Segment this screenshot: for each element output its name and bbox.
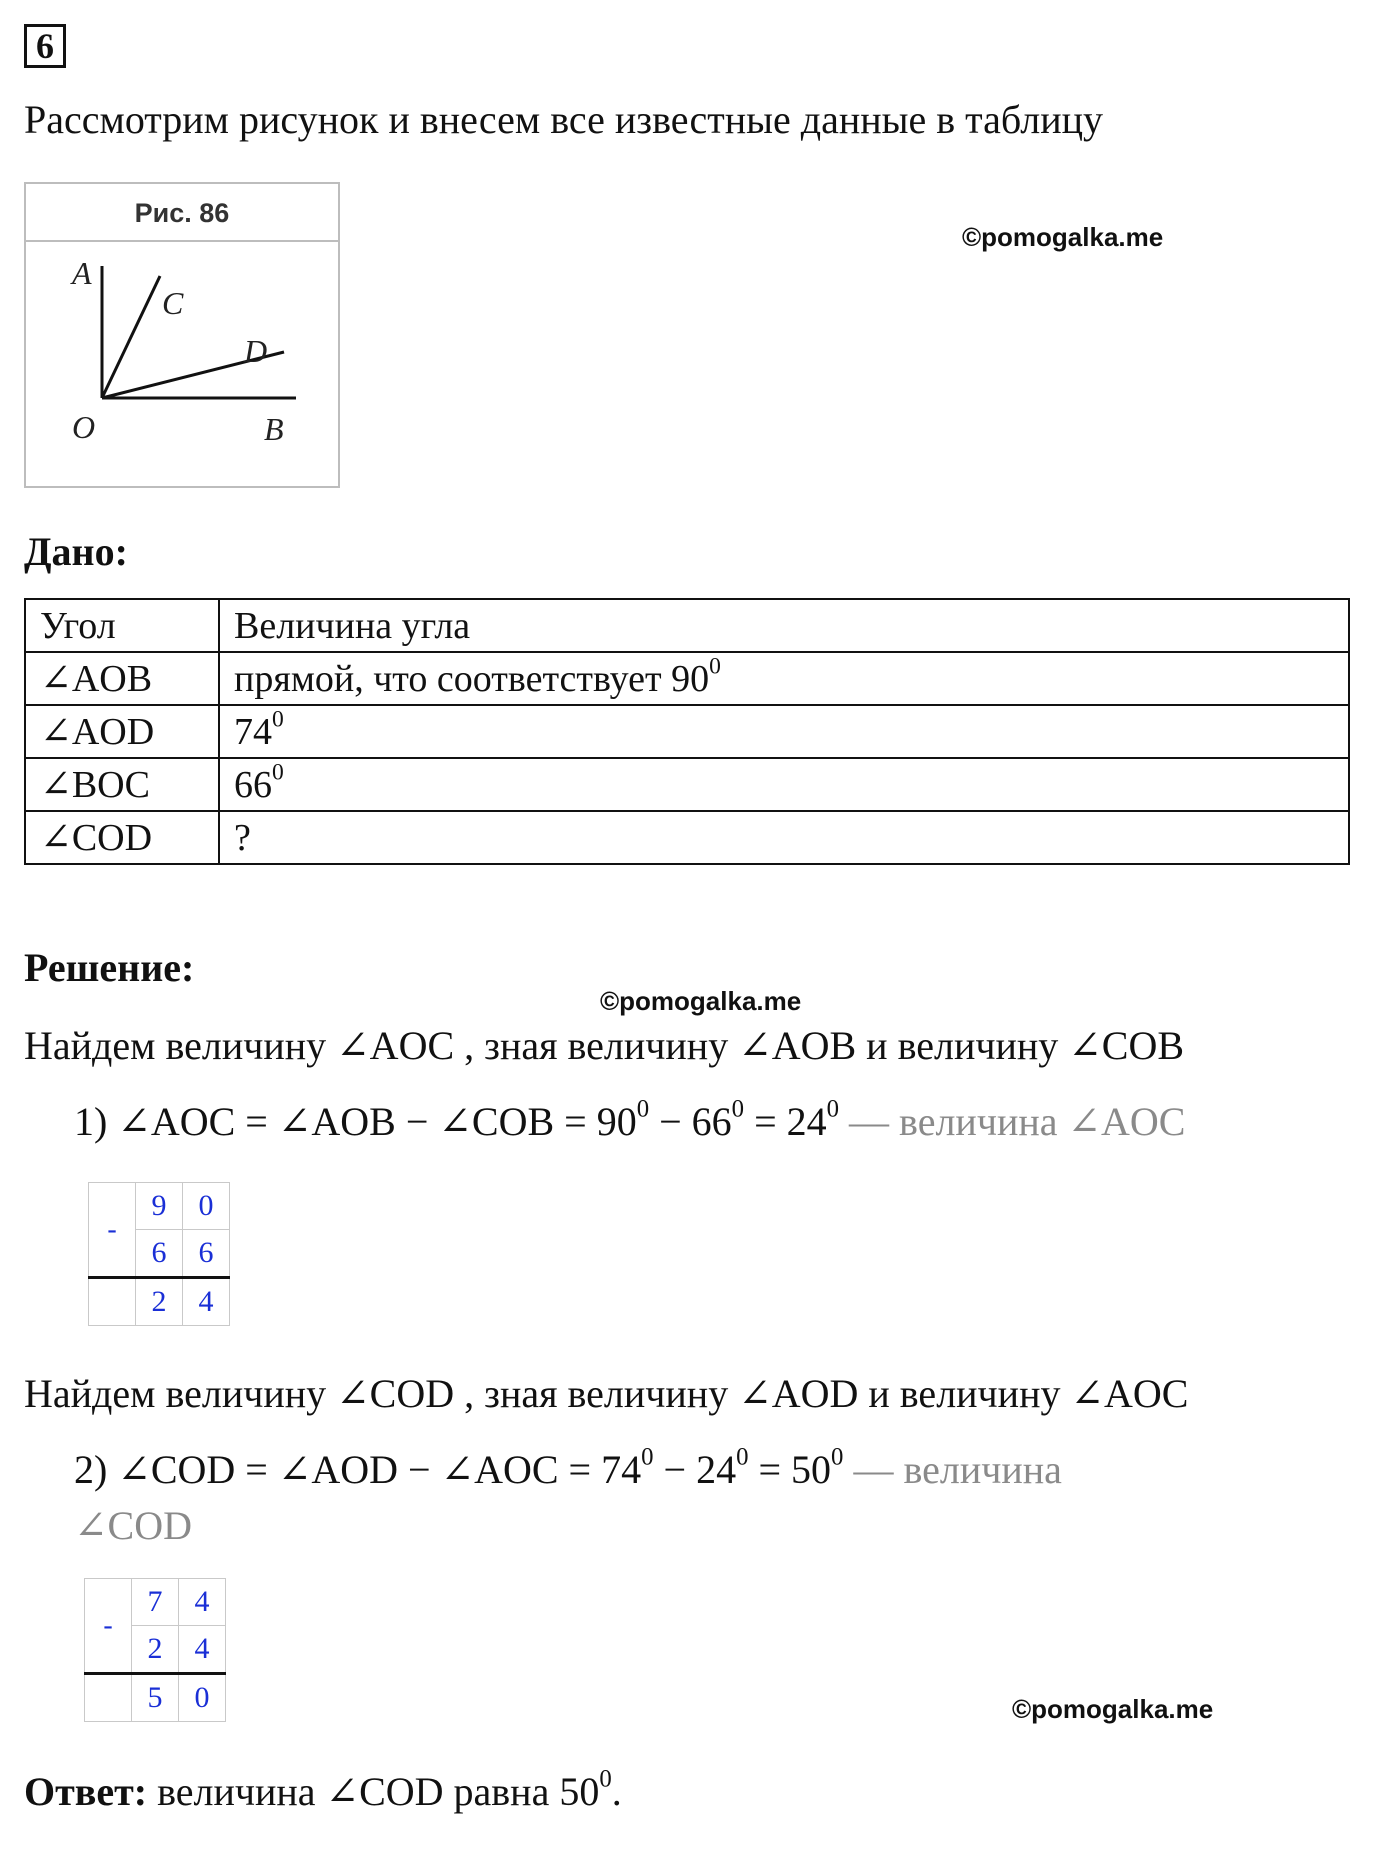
digit-cell: 6 xyxy=(136,1230,183,1278)
answer-line: Ответ: величина ∠COD равна $50^0$. xyxy=(24,1765,622,1814)
table-row xyxy=(25,705,1349,758)
task-number: 6 xyxy=(24,24,66,68)
intro-text: Рассмотрим рисунок и внесем все известные данные в таблицу xyxy=(24,97,1104,142)
digit-cell: 4 xyxy=(179,1626,226,1674)
value-cell: $66^0$ xyxy=(219,758,1349,811)
angle-cell: ∠AOD xyxy=(25,705,219,758)
step2-note: — величина xyxy=(843,1447,1062,1492)
header-value: Величина угла xyxy=(219,599,1349,652)
empty-cell xyxy=(85,1674,132,1722)
step1-text: Найдем величину ∠AOC , зная величину ∠AOB и величину ∠COB xyxy=(24,1023,1185,1068)
digit-cell: 2 xyxy=(132,1626,179,1674)
digit-cell: 2 xyxy=(136,1278,183,1326)
table-row xyxy=(25,758,1349,811)
given-table xyxy=(24,598,1350,865)
column-subtraction-2 xyxy=(84,1578,226,1722)
label-o: O xyxy=(72,409,96,445)
digit-cell: 7 xyxy=(132,1579,179,1626)
digit-cell: 0 xyxy=(179,1674,226,1722)
value-cell: $74^0$ xyxy=(219,705,1349,758)
watermark: ©pomogalka.me xyxy=(600,986,802,1016)
label-c: C xyxy=(162,285,184,321)
figure-86 xyxy=(24,182,340,488)
column-subtraction-1 xyxy=(88,1182,230,1326)
value-cell: ? xyxy=(219,811,1349,864)
watermark: ©pomogalka.me xyxy=(962,222,1164,252)
table-row xyxy=(25,811,1349,864)
digit-cell: 9 xyxy=(136,1183,183,1230)
figure-caption: Рис. 86 xyxy=(26,184,338,242)
step2-formula: 2) ∠COD = ∠AOD − ∠AOC = $74^0 - 24^0 = 50^0$ — величина xyxy=(74,1443,1062,1492)
label-a: A xyxy=(72,255,92,291)
answer-label: Ответ: xyxy=(24,1769,148,1814)
watermark: ©pomogalka.me xyxy=(1012,1694,1214,1724)
angle-diagram xyxy=(26,242,338,486)
digit-cell: 0 xyxy=(183,1183,230,1230)
solution-heading: Решение: xyxy=(24,945,195,990)
digit-cell: 4 xyxy=(179,1579,226,1626)
ray-oc xyxy=(102,276,160,398)
step1-formula: 1) ∠AOC = ∠AOB − ∠COB = $90^0 - 66^0 = 24^0$ — величина ∠AOC xyxy=(74,1095,1186,1144)
table-row xyxy=(25,652,1349,705)
step2-text: Найдем величину ∠COD , зная величину ∠AOD и величину ∠AOC xyxy=(24,1371,1189,1416)
digit-cell: 4 xyxy=(183,1278,230,1326)
minus-sign: - xyxy=(85,1579,132,1674)
given-heading: Дано: xyxy=(24,529,128,574)
digit-cell: 5 xyxy=(132,1674,179,1722)
label-b: B xyxy=(264,411,284,447)
label-d: D xyxy=(244,333,268,369)
angle-cell: ∠AOB xyxy=(25,652,219,705)
step1-note: — величина ∠AOC xyxy=(839,1099,1186,1144)
header-angle: Угол xyxy=(25,599,219,652)
minus-sign: - xyxy=(89,1183,136,1278)
angle-cell: ∠COD xyxy=(25,811,219,864)
table-header-row xyxy=(25,599,1349,652)
step2-note-continued: ∠COD xyxy=(74,1503,192,1548)
digit-cell: 6 xyxy=(183,1230,230,1278)
value-cell: прямой, что соответствует $90^0$ xyxy=(219,652,1349,705)
angle-cell: ∠BOC xyxy=(25,758,219,811)
empty-cell xyxy=(89,1278,136,1326)
